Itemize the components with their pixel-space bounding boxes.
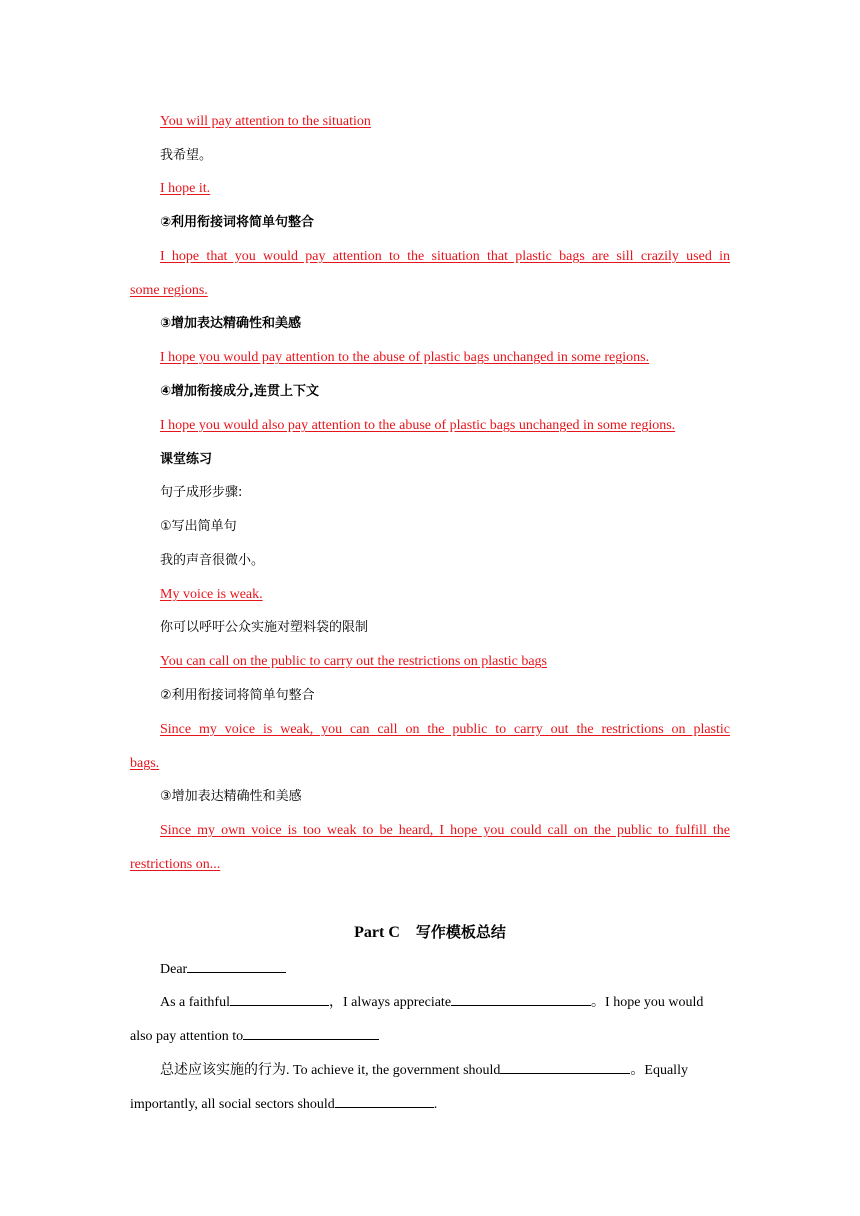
sentence-chinese: 我的声音很微小。 <box>160 553 265 568</box>
sentence-english: I hope you would also pay attention to the abuse of plastic bags unchanged in some regions. <box>160 418 676 433</box>
template-text: 。I hope you would <box>591 995 704 1010</box>
sentence-english: I hope that you would pay attention to the situation that plastic bags are sill crazily used in <box>160 249 730 264</box>
template-dear-line <box>160 957 730 980</box>
sentence-english: My voice is weak. <box>160 587 263 602</box>
sentence-english-continued: restrictions on... <box>130 857 221 872</box>
template-text: Dear <box>160 962 188 977</box>
step-heading: ④增加衔接成分,连贯上下文 <box>160 384 319 399</box>
sentence-english: You can call on the public to carry out the restrictions on plastic bags <box>160 654 547 669</box>
fill-blank[interactable] <box>243 1024 379 1040</box>
part-c-label: Part C <box>354 924 400 941</box>
sentence-chinese: 你可以呼吁公众实施对塑料袋的限制 <box>160 620 369 635</box>
template-text: importantly, all social sectors should <box>130 1097 335 1112</box>
fill-blank[interactable] <box>451 990 591 1006</box>
sentence-english: You will pay attention to the situation <box>160 114 371 129</box>
template-line <box>130 1024 730 1047</box>
step-heading: ③增加表达精确性和美感 <box>160 316 302 331</box>
sentence-english: Since my voice is weak, you can call on the public to carry out the restrictions on plastic <box>160 722 730 737</box>
sentence-english-continued: some regions. <box>130 283 208 298</box>
step-heading: ②利用衔接词将简单句整合 <box>160 215 315 230</box>
template-text: As a faithful <box>160 995 230 1010</box>
fill-blank[interactable] <box>187 957 286 973</box>
sentence-english: Since my own voice is too weak to be heard, I hope you could call on the public to fulfill the <box>160 823 730 838</box>
section-heading: 课堂练习 <box>160 452 213 467</box>
sentence-english: I hope you would pay attention to the abuse of plastic bags unchanged in some regions. <box>160 350 650 365</box>
sentence-chinese: 我希望。 <box>160 148 213 163</box>
template-text: also pay attention to <box>130 1029 244 1044</box>
template-text: . <box>433 1097 438 1112</box>
template-text: 。Equally <box>630 1063 688 1078</box>
template-text: 总述应该实施的行为. To achieve it, the government should <box>160 1063 501 1078</box>
fill-blank[interactable] <box>230 990 329 1006</box>
part-c-heading <box>130 921 730 944</box>
instruction-text: 句子成形步骤: <box>160 485 243 500</box>
sentence-english: I hope it. <box>160 181 211 196</box>
step-heading: ②利用衔接词将简单句整合 <box>160 688 315 703</box>
fill-blank[interactable] <box>335 1092 434 1108</box>
template-line <box>130 1092 730 1115</box>
fill-blank[interactable] <box>500 1058 630 1074</box>
template-text: ，I always appreciate <box>328 995 452 1010</box>
step-heading: ③增加表达精确性和美感 <box>160 789 302 804</box>
sentence-english-continued: bags. <box>130 756 160 771</box>
step-heading: ①写出简单句 <box>160 519 237 534</box>
part-c-title: 写作模板总结 <box>415 923 506 941</box>
template-line <box>160 1058 730 1081</box>
template-line <box>160 990 730 1013</box>
